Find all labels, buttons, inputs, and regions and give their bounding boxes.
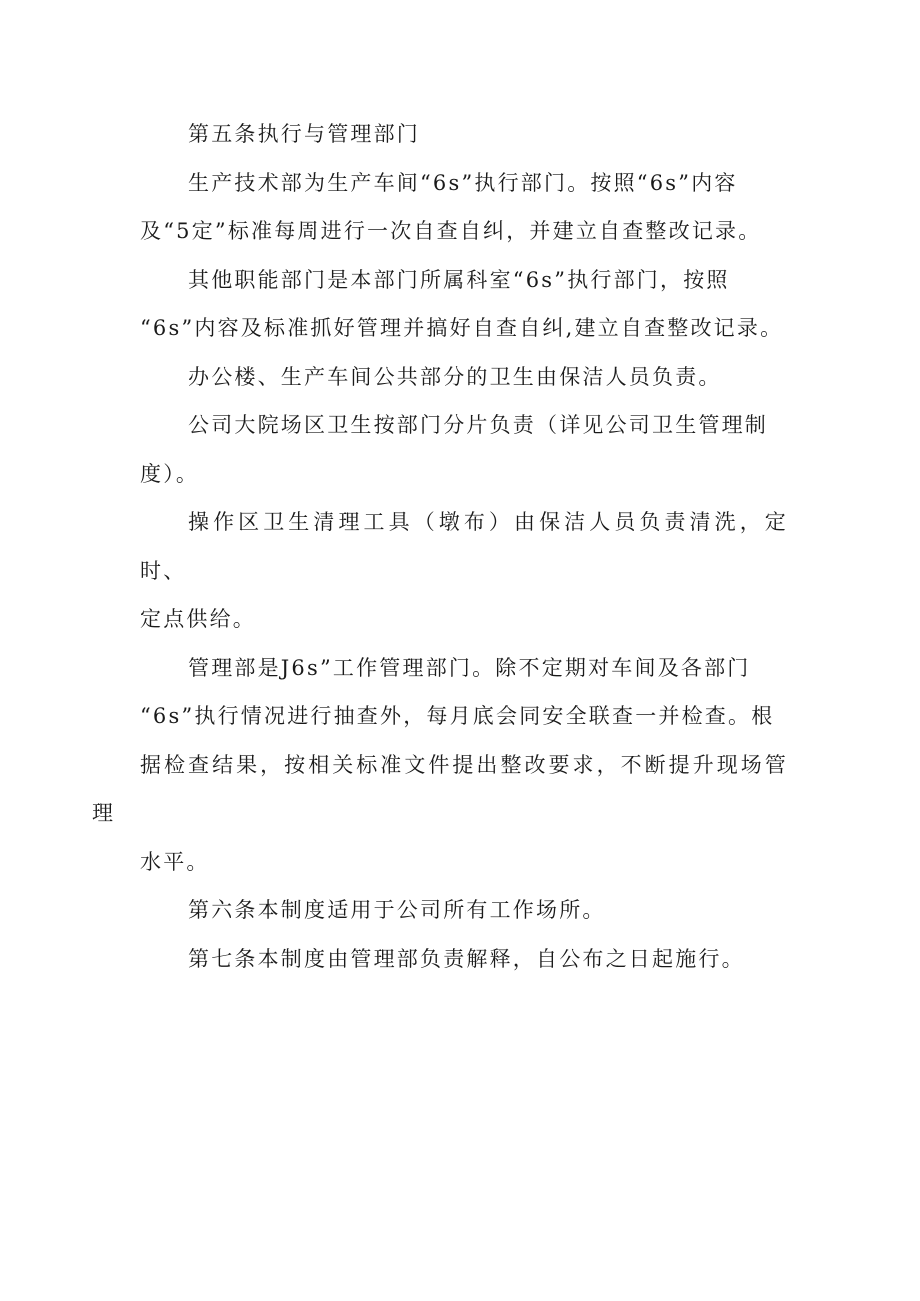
text-line: 办公楼、生产车间公共部分的卫生由保洁人员负责。 <box>188 364 722 389</box>
text-line: 公司大院场区卫生按部门分片负责（详见公司卫生管理制 <box>188 413 768 437</box>
paragraph-management-dept <box>92 644 788 887</box>
paragraph-other-depts <box>140 256 788 353</box>
text-line: “6s”执行情况进行抽查外，每月底会同安全联查一并检查。根 <box>140 704 775 728</box>
text-line: 水平。 <box>140 849 210 874</box>
text-line: 生产技术部为生产车间“6s”执行部门。按照“6s”内容 <box>188 170 738 195</box>
text-line: 第五条执行与管理部门 <box>188 122 420 146</box>
text-line: 及“5定”标准每周进行一次自查自纠，并建立自查整改记录。 <box>140 219 762 243</box>
paragraph-article-7 <box>140 935 788 984</box>
paragraph-yard-cleaning <box>140 401 788 498</box>
text-line: 第七条本制度由管理部负责解释，自公布之日起施行。 <box>188 946 745 971</box>
document-body <box>92 110 788 983</box>
text-line: “6s”内容及标准抓好管理并搞好自查自纠,建立自查整改记录。 <box>140 316 784 340</box>
text-line: 操作区卫生清理工具（墩布）由保洁人员负责清洗，定时、 <box>140 510 788 583</box>
text-line: 据检查结果，按相关标准文件提出整改要求，不断提升现场管理 <box>92 752 788 825</box>
paragraph-cleaning-tools <box>140 498 788 644</box>
paragraph-production-dept <box>140 159 788 256</box>
text-line: 度）。 <box>140 461 200 486</box>
text-line: 其他职能部门是本部门所属科室“6s”执行部门，按照 <box>188 267 730 292</box>
text-line: 管理部是J6s”工作管理部门。除不定期对车间及各部门 <box>188 655 751 680</box>
text-line: 第六条本制度适用于公司所有工作场所。 <box>188 898 606 922</box>
paragraph-office-cleaning <box>140 353 788 402</box>
text-line: 定点供给。 <box>140 607 256 631</box>
paragraph-article-5-title <box>140 110 788 159</box>
paragraph-article-6 <box>140 886 788 935</box>
